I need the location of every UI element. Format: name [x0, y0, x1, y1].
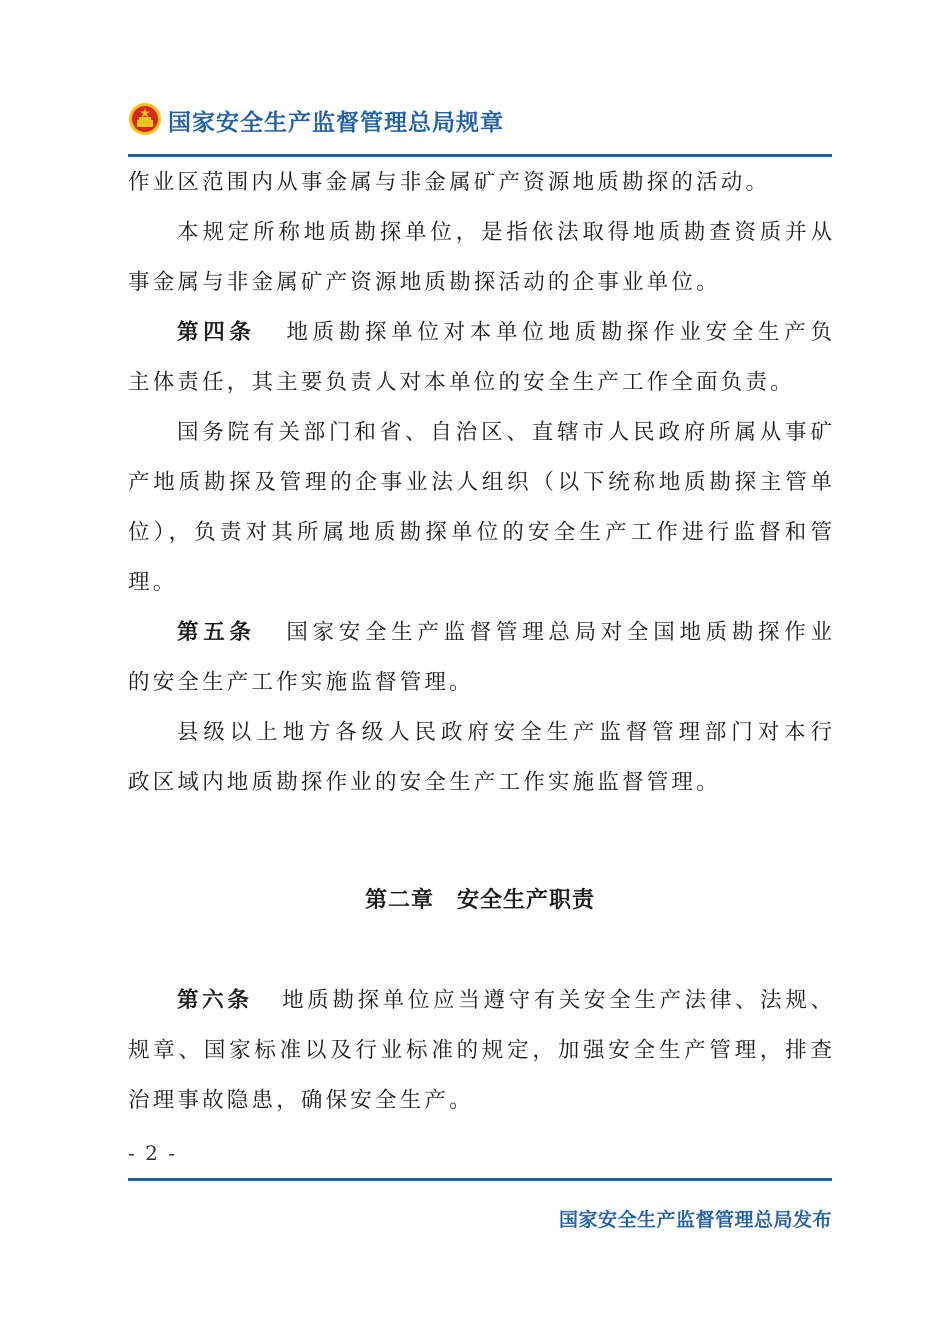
- text-line: 政区域内地质勘探作业的安全生产工作实施监督管理。: [128, 770, 721, 795]
- national-emblem-icon: [128, 102, 162, 136]
- text-line: 主体责任，其主要负责人对本单位的安全生产工作全面负责。: [128, 370, 795, 395]
- text-line: 的安全生产工作实施监督管理。: [128, 670, 474, 695]
- article-text: 地质勘探单位对本单位地质勘探作业安全生产负: [281, 320, 832, 345]
- article-text: 地质勘探单位应当遵守有关安全生产法律、法规、: [278, 988, 832, 1013]
- text-line: 作业区范围内从事金属与非金属矿产资源地质勘探的活动。: [128, 170, 771, 195]
- article-number: 第六条: [177, 988, 253, 1013]
- text-line: 本规定所称地质勘探单位，是指依法取得地质勘查资质并从: [177, 220, 832, 245]
- text-line: 县级以上地方各级人民政府安全生产监督管理部门对本行: [177, 720, 832, 745]
- article-line: [128, 618, 832, 648]
- text-line: 规章、国家标准以及行业标准的规定，加强安全生产管理，排查: [128, 1038, 832, 1063]
- header-rule: [128, 154, 832, 157]
- article-line: [128, 986, 832, 1016]
- text-line: 理。: [128, 570, 178, 595]
- footer-rule: [128, 1178, 832, 1181]
- text-line: 国务院有关部门和省、自治区、直辖市人民政府所属从事矿: [177, 420, 832, 445]
- page-number: - 2 -: [128, 1141, 177, 1165]
- footer-publisher: 国家安全生产监督管理总局发布: [558, 1209, 832, 1231]
- text-line: 位），负责对其所属地质勘探单位的安全生产工作进行监督和管: [128, 520, 832, 545]
- text-line: 产地质勘探及管理的企事业法人组织（以下统称地质勘探主管单: [128, 470, 832, 495]
- chapter-title: 第二章 安全生产职责: [364, 888, 595, 913]
- header-title: 国家安全生产监督管理总局规章: [168, 110, 504, 136]
- article-number: 第五条: [177, 620, 256, 645]
- article-line: [128, 318, 832, 348]
- article-text: 国家安全生产监督管理总局对全国地质勘探作业: [281, 620, 832, 645]
- page-header: [128, 100, 832, 152]
- text-line: 事金属与非金属矿产资源地质勘探活动的企事业单位。: [128, 270, 721, 295]
- text-line: 治理事故隐患，确保安全生产。: [128, 1088, 474, 1113]
- article-number: 第四条: [177, 320, 256, 345]
